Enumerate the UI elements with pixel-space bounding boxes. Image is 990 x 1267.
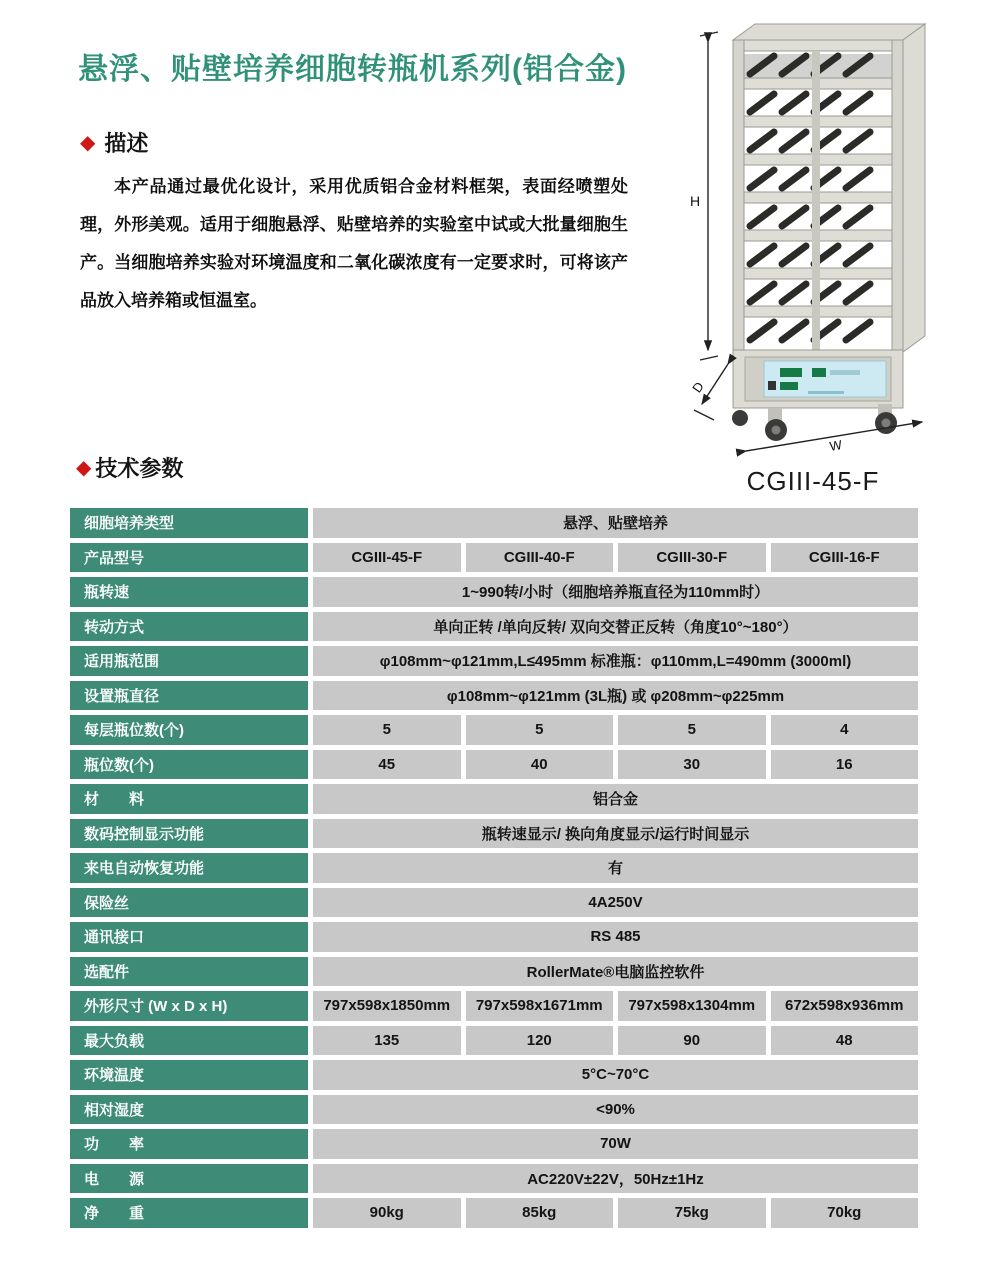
spec-row-label: 电 源: [70, 1164, 308, 1194]
spec-row-label: 瓶转速: [70, 577, 308, 607]
control-panel: [764, 361, 886, 397]
spec-row-value: 135: [313, 1026, 461, 1056]
spec-row-value: φ108mm~φ121mm,L≤495mm 标准瓶：φ110mm,L=490mm (3000ml): [313, 646, 918, 676]
spec-row-label: 选配件: [70, 957, 308, 987]
spec-row-value: 30: [618, 750, 766, 780]
spec-row-label: 数码控制显示功能: [70, 819, 308, 849]
spec-row-label: 外形尺寸 (W x D x H): [70, 991, 308, 1021]
spec-row-label: 细胞培养类型: [70, 508, 308, 538]
spec-row-value: 铝合金: [313, 784, 918, 814]
spec-row-value: 5: [313, 715, 461, 745]
spec-row-value: 45: [313, 750, 461, 780]
spec-row-value: RollerMate®电脑监控软件: [313, 957, 918, 987]
spec-row-label: 转动方式: [70, 612, 308, 642]
spec-table: [70, 508, 918, 1228]
spec-row-value: CGIII-30-F: [618, 543, 766, 573]
spec-row-value: 120: [466, 1026, 614, 1056]
spec-row-value: 797x598x1850mm: [313, 991, 461, 1021]
spec-row-value: CGIII-16-F: [771, 543, 919, 573]
spec-row-value: 70kg: [771, 1198, 919, 1228]
spec-row-value: 5: [618, 715, 766, 745]
spec-row-label: 材 料: [70, 784, 308, 814]
product-photo: [688, 10, 938, 460]
spec-row-value: 4A250V: [313, 888, 918, 918]
spec-row-label: 瓶位数(个): [70, 750, 308, 780]
product-figure: [688, 10, 938, 497]
spec-row-value: 5: [466, 715, 614, 745]
spec-row-label: 产品型号: [70, 543, 308, 573]
diamond-icon: ◆: [80, 131, 96, 154]
spec-row-label: 来电自动恢复功能: [70, 853, 308, 883]
casters: [732, 404, 897, 441]
spec-row-label: 环境温度: [70, 1060, 308, 1090]
spec-row-label: 每层瓶位数(个): [70, 715, 308, 745]
spec-row-value: CGIII-40-F: [466, 543, 614, 573]
dimension-label-w: W: [828, 437, 843, 454]
spec-row-value: 有: [313, 853, 918, 883]
spec-row-value: AC220V±22V，50Hz±1Hz: [313, 1164, 918, 1194]
spec-row-label: 净 重: [70, 1198, 308, 1228]
dimension-label-d: D: [689, 378, 707, 396]
spec-row-value: 48: [771, 1026, 919, 1056]
spec-row-value: 70W: [313, 1129, 918, 1159]
spec-row-value: 悬浮、贴壁培养: [313, 508, 918, 538]
spec-row-value: 单向正转 /单向反转/ 双向交替正反转（角度10°~180°）: [313, 612, 918, 642]
spec-row-label: 相对湿度: [70, 1095, 308, 1125]
spec-row-value: 1~990转/小时（细胞培养瓶直径为110mm时）: [313, 577, 918, 607]
specs-heading-text: 技术参数: [95, 456, 184, 481]
control-housing: [733, 350, 903, 408]
page-title: 悬浮、贴壁培养细胞转瓶机系列(铝合金): [78, 53, 627, 86]
spec-row-value: 797x598x1304mm: [618, 991, 766, 1021]
product-model-caption: CGIII-45-F: [746, 466, 880, 496]
dimension-label-h: H: [690, 193, 701, 209]
spec-row-label: 通讯接口: [70, 922, 308, 952]
spec-row-value: <90%: [313, 1095, 918, 1125]
section-heading-description: [80, 127, 148, 158]
spec-row-value: 16: [771, 750, 919, 780]
spec-row-label: 保险丝: [70, 888, 308, 918]
spec-row-value: 90: [618, 1026, 766, 1056]
spec-row-value: 797x598x1671mm: [466, 991, 614, 1021]
spec-row-value: 4: [771, 715, 919, 745]
spec-row-value: 5°C~70°C: [313, 1060, 918, 1090]
spec-row-value: 90kg: [313, 1198, 461, 1228]
spec-row-value: RS 485: [313, 922, 918, 952]
spec-row-value: 672x598x936mm: [771, 991, 919, 1021]
description-text: 本产品通过最优化设计，采用优质铝合金材料框架，表面经喷塑处理，外形美观。适用于细胞悬浮、贴壁培养的实验室中试或大批量细胞生产。当细胞培养实验对环境温度和二氧化碳浓度有一定要求时，可将该产品放入培养箱或恒温室。: [80, 177, 628, 310]
spec-row-label: 适用瓶范围: [70, 646, 308, 676]
spec-row-value: 瓶转速显示/ 换向角度显示/运行时间显示: [313, 819, 918, 849]
spec-row-value: φ108mm~φ121mm (3L瓶) 或 φ208mm~φ225mm: [313, 681, 918, 711]
diamond-icon: ◆: [76, 456, 92, 479]
spec-row-value: CGIII-45-F: [313, 543, 461, 573]
spec-row-label: 设置瓶直径: [70, 681, 308, 711]
description-heading-text: 描述: [104, 131, 149, 156]
spec-row-value: 85kg: [466, 1198, 614, 1228]
spec-row-label: 最大负载: [70, 1026, 308, 1056]
section-heading-specs: [76, 452, 183, 483]
spec-row-label: 功 率: [70, 1129, 308, 1159]
spec-row-value: 75kg: [618, 1198, 766, 1228]
spec-row-value: 40: [466, 750, 614, 780]
